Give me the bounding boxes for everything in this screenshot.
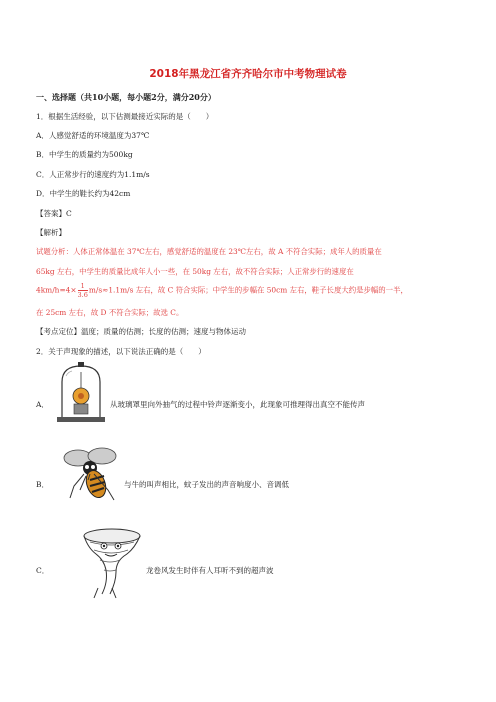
q2-option-b-letter: B． <box>36 480 50 489</box>
q1-analysis-line-1: 试题分析：人体正常体温在 37℃左右，感觉舒适的温度在 23℃左右，故 A 不符合实际；成年人的质量在 <box>36 247 382 256</box>
q1-option-b: B．中学生的质量约为500kg <box>36 150 133 159</box>
page-title: 2018年黑龙江省齐齐哈尔市中考物理试卷 <box>149 68 347 80</box>
mosquito-icon <box>60 446 130 504</box>
q1-kaodian: 【考点定位】温度；质量的估测；长度的估测；速度与物体运动 <box>36 327 246 336</box>
q1-analysis-label: 【解析】 <box>36 228 66 237</box>
question-1-stem: 1．根据生活经验，以下估测最接近实际的是（ ） <box>36 112 214 121</box>
question-2-stem: 2．关于声现象的描述，以下说法正确的是（ ） <box>36 347 206 356</box>
bell-jar-icon <box>54 362 108 424</box>
fraction-numerator: 1 <box>80 282 85 290</box>
tornado-icon <box>76 526 146 600</box>
q2-option-c-text: 龙卷风发生时伴有人耳听不到的超声波 <box>146 566 274 575</box>
q1-option-d: D．中学生的鞋长约为42cm <box>36 189 131 198</box>
q2-option-b-text: 与牛的叫声相比，蚊子发出的声音响度小、音调低 <box>124 480 289 489</box>
q2-option-a-letter: A． <box>36 400 49 409</box>
q2-option-a-text: 从玻璃罩里向外抽气的过程中铃声逐渐变小，此现象可推理得出真空不能传声 <box>110 400 365 409</box>
q1-analysis-line-3-pre: 4km/h=4× <box>36 285 77 295</box>
q2-option-c-letter: C． <box>36 566 50 575</box>
q1-option-c: C．人正常步行的速度约为1.1m/s <box>36 170 150 179</box>
fraction <box>78 282 88 299</box>
section-heading: 一、选择题（共10小题，每小题2分，满分20分） <box>36 92 216 102</box>
q1-option-a: A．人感觉舒适的环境温度为37℃ <box>36 131 150 140</box>
q1-answer: 【答案】C <box>36 209 72 218</box>
fraction-denominator: 3.6 <box>77 291 88 299</box>
q1-analysis-line-4: 在 25cm 左右，故 D 不符合实际；故选 C。 <box>36 308 184 317</box>
q1-analysis-line-2: 65kg 左右，中学生的质量比成年人小一些，在 50kg 左右，故不符合实际；人正常步行的速度在 <box>36 267 354 276</box>
q1-analysis-line-3-post: m/s≈1.1m/s 左右，故 C 符合实际；中学生的步幅在 50cm 左右，鞋子长度大约是步幅的一半， <box>88 285 408 295</box>
q1-analysis-line-3 <box>36 282 408 299</box>
